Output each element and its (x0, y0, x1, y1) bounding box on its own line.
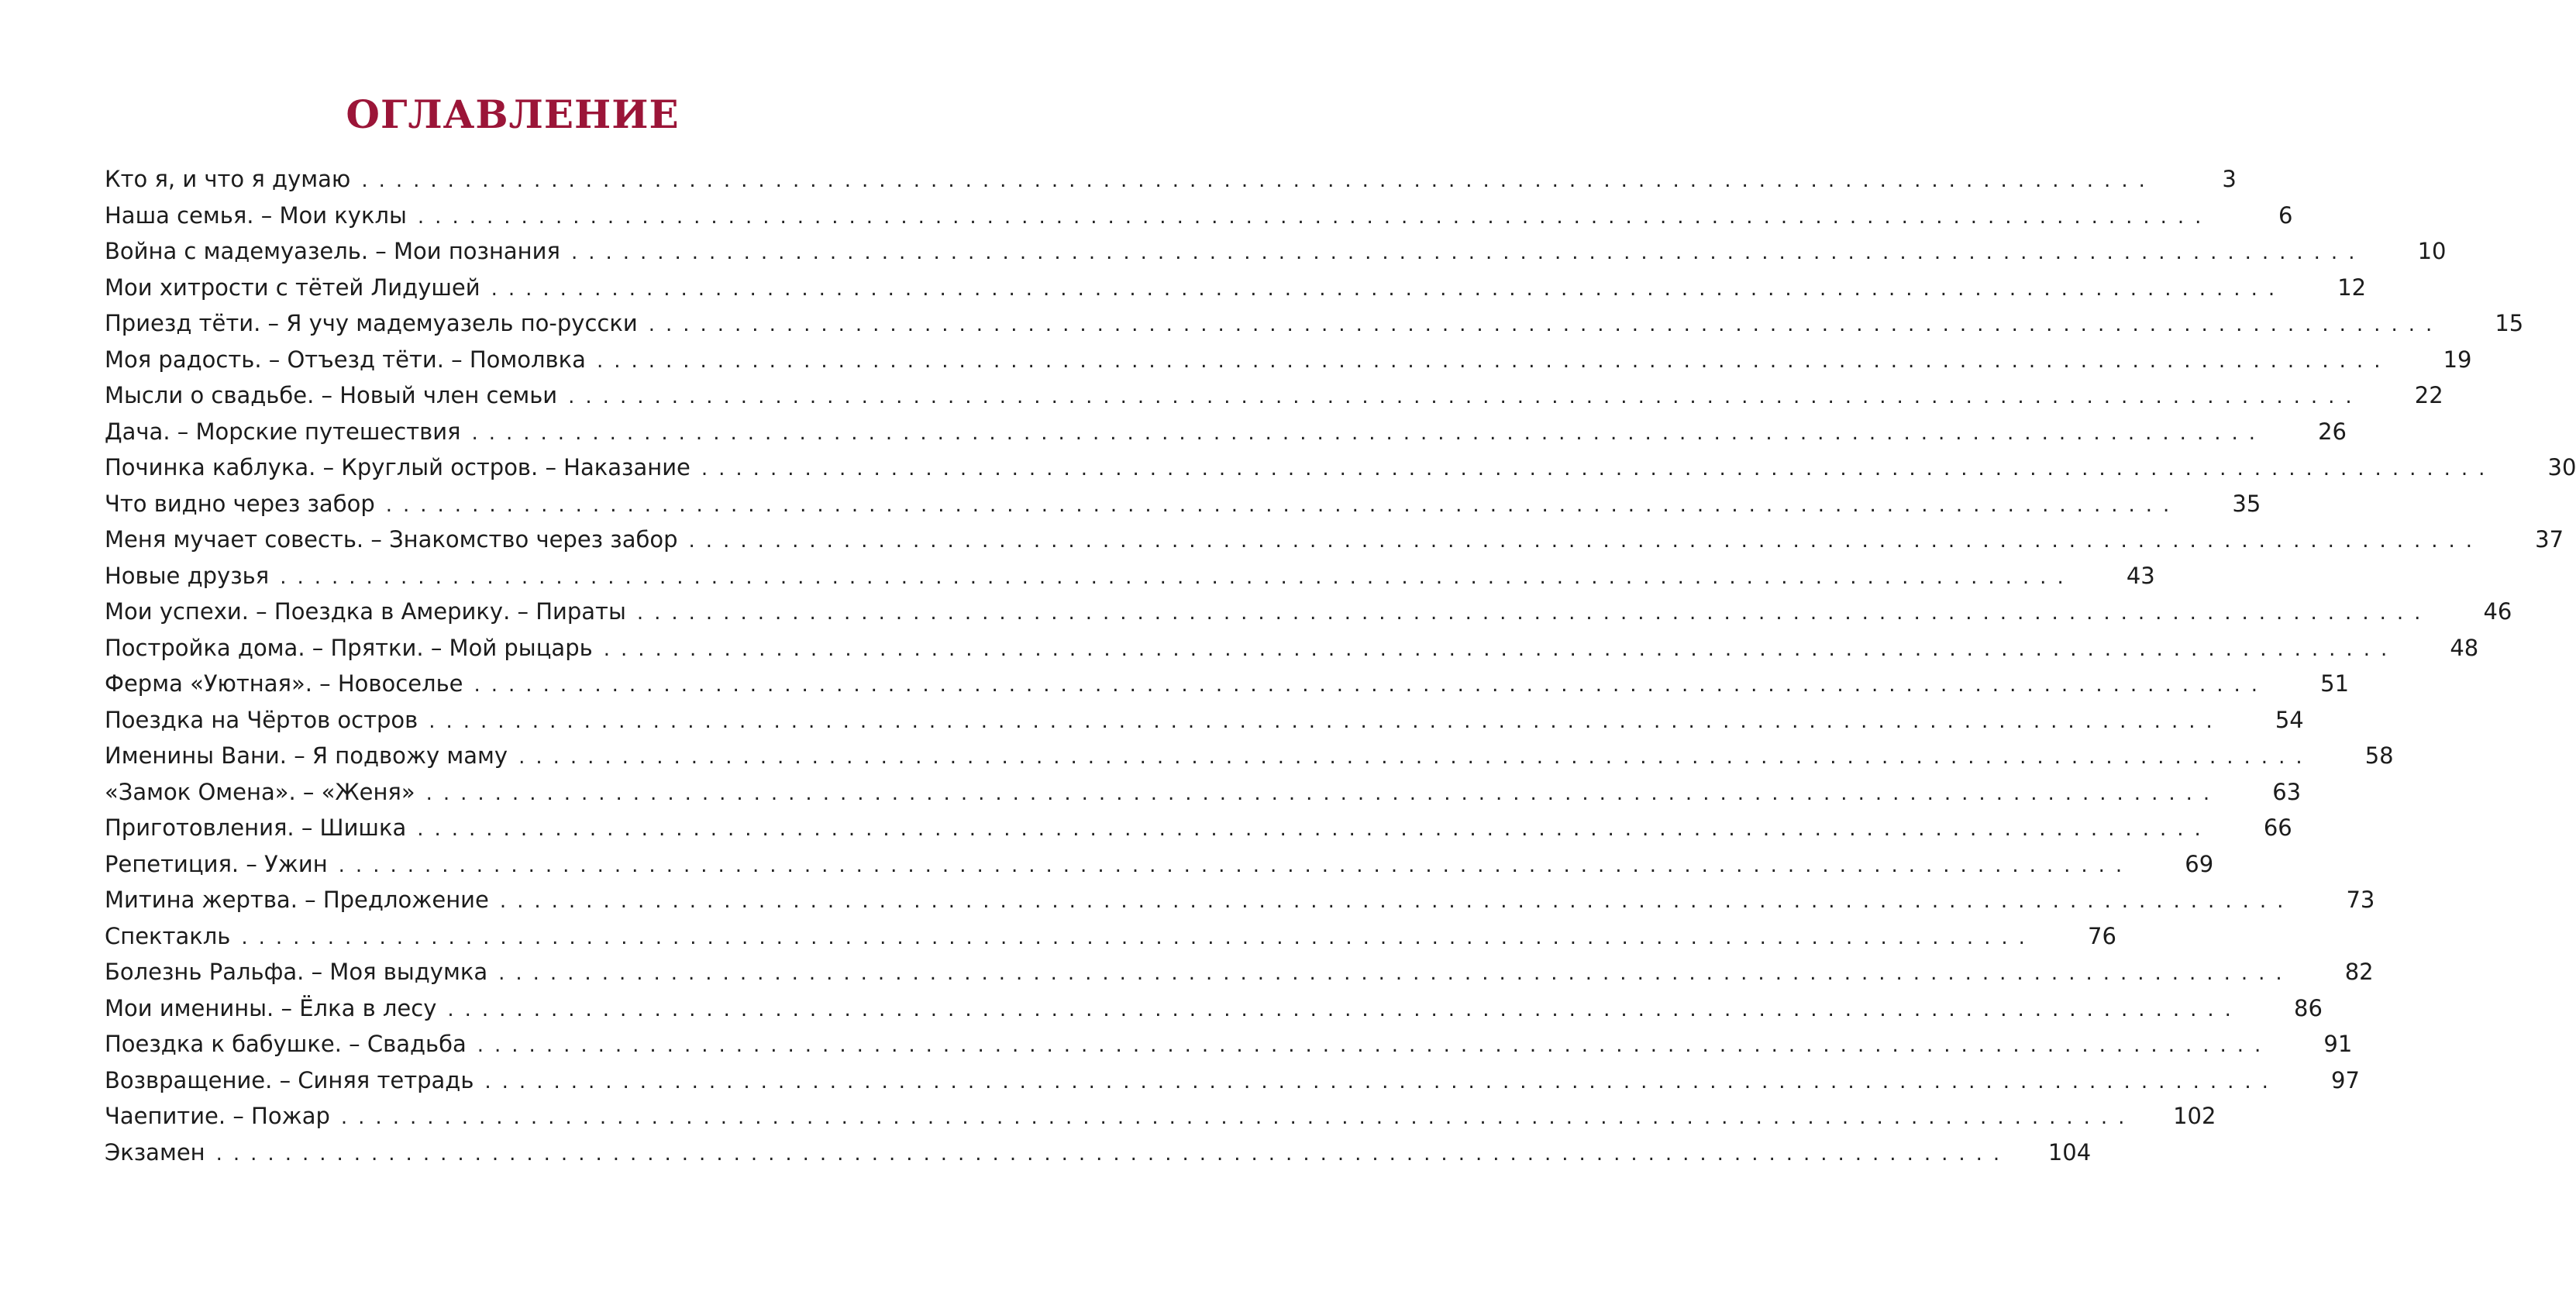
toc-page-number: 102 (2173, 1103, 2216, 1129)
toc-entry (105, 810, 2292, 846)
toc-page-number: 51 (2320, 670, 2350, 697)
toc-entry-title: Чаепитие. – Пожар (105, 1103, 330, 1129)
toc-page-number: 73 (2346, 887, 2375, 913)
toc-entry-title: Постройка дома. – Прятки. – Мой рыцарь (105, 634, 593, 661)
toc-page-number: 10 (2417, 238, 2447, 264)
toc-entry-title: Мои успехи. – Поездка в Америку. – Пираты (105, 598, 626, 625)
dot-leader: ........................................................................................................ (518, 746, 2313, 769)
toc-page-number: 3 (2222, 166, 2237, 192)
toc-page-number: 48 (2450, 634, 2479, 661)
toc-entry-title: Приготовления. – Шишка (105, 814, 407, 841)
toc-entry-title: Война с мадемуазель. – Мои познания (105, 238, 560, 264)
toc-entry-title: Экзамен (105, 1138, 205, 1166)
toc-page-number: 15 (2495, 310, 2524, 336)
toc-entry (105, 233, 2447, 270)
toc-entry (105, 1062, 2360, 1099)
dot-leader: ........................................................................................................ (570, 241, 2366, 264)
toc-entry (105, 990, 2323, 1027)
toc-entry-title: Поездка к бабушке. – Свадьба (105, 1031, 467, 1057)
toc-page-number: 19 (2443, 346, 2472, 373)
toc-entry-title: Репетиция. – Ужин (105, 850, 328, 877)
toc-page-number: 12 (2337, 274, 2367, 301)
toc-entry-title: Поездка на Чёртов остров (105, 706, 418, 733)
toc-entry (105, 774, 2302, 811)
toc-entry-title: Возвращение. – Синяя тетрадь (105, 1066, 474, 1093)
toc-entry (105, 305, 2524, 342)
dot-leader: ........................................................................................................ (477, 1034, 2272, 1057)
dot-leader: ........................................................................................................ (385, 493, 2181, 517)
toc-entry-title: Мысли о свадьбе. – Новый член семьи (105, 382, 558, 408)
toc-entry-title: Спектакль (105, 922, 231, 949)
dot-leader: ........................................................................................................ (498, 962, 2293, 985)
toc-entry (105, 414, 2347, 450)
toc-page-number: 35 (2232, 490, 2261, 517)
toc-entry-title: Новые друзья (105, 562, 270, 589)
toc-page-number: 76 (2088, 922, 2116, 949)
toc-entry (105, 954, 2374, 990)
toc-entry-title: Починка каблука. – Круглый остров. – Наказание (105, 454, 690, 480)
toc-entry (105, 486, 2261, 522)
toc-page-number: 58 (2364, 742, 2394, 769)
toc-entry (105, 377, 2443, 414)
dot-leader: ........................................................................................................ (484, 1069, 2279, 1093)
toc-page-number: 6 (2278, 201, 2293, 229)
toc-page-number: 54 (2275, 706, 2304, 733)
dot-leader: ........................................................................................................ (688, 529, 2484, 553)
toc-entry-title: Мои хитрости с тётей Лидушей (105, 274, 480, 301)
toc-entry-title: Ферма «Уютная». – Новоселье (105, 670, 463, 697)
toc-page-number: 30 (2547, 454, 2576, 480)
dot-leader: ........................................................................................................ (429, 709, 2223, 733)
toc-entry-title: Мои именины. – Ёлка в лесу (105, 994, 437, 1021)
toc-entry (105, 882, 2375, 918)
toc-page-number: 69 (2185, 850, 2214, 877)
dot-leader: ........................................................................................................ (568, 385, 2363, 408)
toc-entry-title: «Замок Омена». – «Женя» (105, 778, 415, 805)
toc-entry (105, 918, 2116, 955)
toc-page-number: 91 (2323, 1031, 2353, 1057)
toc-page-number: 66 (2263, 814, 2292, 841)
toc-page-number: 37 (2535, 526, 2564, 553)
dot-leader: ........................................................................................................ (215, 1142, 2011, 1166)
toc-page-number: 63 (2272, 778, 2302, 805)
toc-page-number: 104 (2047, 1138, 2092, 1166)
toc-entry (105, 1026, 2353, 1062)
toc-entry (105, 558, 2155, 594)
dot-leader: ........................................................................................................ (596, 349, 2392, 373)
toc-page-number: 43 (2126, 562, 2155, 589)
dot-leader: ........................................................................................................ (636, 601, 2432, 625)
toc-entry-title: Именины Вани. – Я подвожу маму (105, 742, 508, 769)
toc-entry (105, 738, 2394, 774)
toc-page-number: 26 (2318, 418, 2347, 445)
dot-leader: ........................................................................................................ (474, 673, 2269, 697)
toc-entry (105, 702, 2304, 739)
toc-page-number: 82 (2344, 959, 2374, 985)
dot-leader: ........................................................................................................ (648, 313, 2443, 336)
toc-entry (105, 666, 2350, 702)
dot-leader: ........................................................................................................ (603, 637, 2399, 661)
toc-entry-title: Приезд тёти. – Я учу мадемуазель по-русски (105, 310, 638, 336)
dot-leader: ........................................................................................................ (338, 853, 2133, 877)
toc-entry (105, 449, 2576, 486)
dot-leader: ........................................................................................................ (361, 169, 2156, 192)
dot-leader: ........................................................................................................ (417, 818, 2212, 841)
dot-leader: ........................................................................................................ (491, 277, 2286, 301)
toc-page-number: 86 (2294, 994, 2323, 1021)
toc-entry (105, 1135, 2092, 1171)
toc-page-number: 97 (2331, 1066, 2360, 1093)
toc-page-number: 46 (2483, 598, 2512, 625)
toc-entry-title: Меня мучает совесть. – Знакомство через забор (105, 526, 678, 553)
table-of-contents (105, 161, 2576, 1170)
dot-leader: ........................................................................................................ (447, 997, 2242, 1021)
dot-leader: ........................................................................................................ (241, 925, 2036, 949)
dot-leader: ........................................................................................................ (701, 457, 2496, 480)
dot-leader: ........................................................................................................ (417, 205, 2213, 229)
dot-leader: ........................................................................................................ (340, 1106, 2136, 1129)
dot-leader: ........................................................................................................ (471, 421, 2267, 445)
dot-leader: ........................................................................................................ (425, 781, 2221, 805)
toc-entry (105, 1098, 2216, 1135)
dot-leader: ........................................................................................................ (499, 890, 2295, 913)
toc-entry (105, 342, 2472, 378)
toc-entry-title: Наша семья. – Мои куклы (105, 201, 407, 229)
toc-entry-title: Что видно через забор (105, 490, 375, 517)
toc-entry-title: Дача. – Морские путешествия (105, 418, 461, 445)
page-title: ОГЛАВЛЕНИЕ (346, 91, 680, 137)
toc-entry-title: Митина жертва. – Предложение (105, 887, 489, 913)
toc-entry (105, 270, 2367, 306)
toc-entry (105, 594, 2512, 630)
toc-page-number: 22 (2414, 382, 2443, 408)
toc-entry (105, 522, 2564, 558)
toc-entry (105, 161, 2237, 198)
toc-entry (105, 846, 2214, 883)
toc-entry (105, 630, 2479, 666)
toc-entry-title: Болезнь Ральфа. – Моя выдумка (105, 959, 488, 985)
toc-entry (105, 198, 2293, 234)
toc-entry-title: Моя радость. – Отъезд тёти. – Помолвка (105, 346, 586, 373)
toc-entry-title: Кто я, и что я думаю (105, 166, 351, 192)
dot-leader: ........................................................................................................ (280, 565, 2075, 589)
